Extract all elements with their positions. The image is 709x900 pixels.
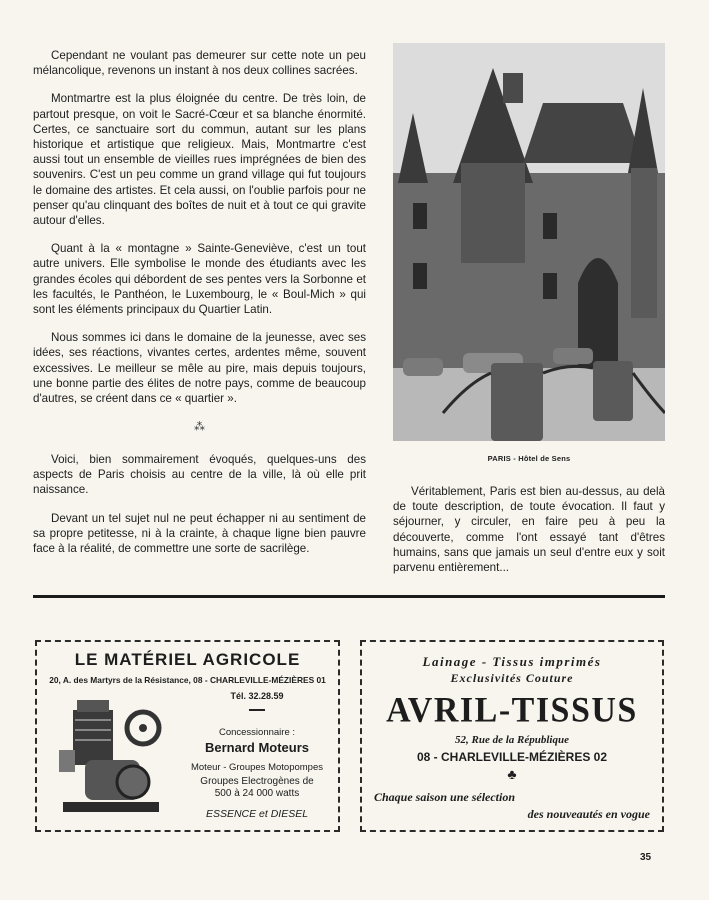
paragraph: Montmartre est la plus éloignée du centre. De très loin, de partout presque, on voit le Sacré-Cœur et sa blanche énormité. Certes, ce sanctuaire sort du commun, autant sur les plans historique et artistique que religieux. Mais, Montmartre c'est aussi tout un ensemble de vieilles rues imprégnées de bien des souvenirs. C'est un peu comme un grand village qui fut toujours le domaine des artistes. Et cela aussi, on l'oublie parfois pour ne penser qu'au clinquant des boîtes de nuit et à tout ce qui gravite autour d'elles. — [33, 92, 366, 228]
right-column — [393, 484, 665, 588]
paragraph: Cependant ne voulant pas demeurer sur cette note un peu mélancolique, revenons un instant à nos deux collines sacrées. — [33, 49, 366, 78]
ad-slogan-line-1: Chaque saison une sélection — [374, 790, 516, 804]
ad-avril-tissus — [360, 640, 664, 832]
ad-generators — [167, 776, 347, 800]
ad-street-address: 52, Rue de la République — [455, 734, 569, 746]
paragraph: Devant un tel sujet nul ne peut échapper ni au sentiment de sa propre petitesse, ni à la crainte, à chaque ligne bien pauvre face à la réalité, de commettre une sorte de sacrilège. — [33, 511, 366, 556]
paragraph: Nous sommes ici dans le domaine de la jeunesse, avec ses idées, ses réactions, vivantes certes, ardentes même, souvent excessives. Le meilleur se mêle au pire, mais depuis toujours, une bonne partie des élites de notre pays, comme de beaucoup d'autres, se créent dans ce « quartier ». — [33, 331, 366, 406]
left-column-bottom — [33, 452, 366, 569]
ad-fabrics-line: Lainage - Tissus imprimés — [422, 654, 602, 669]
section-divider — [33, 595, 665, 598]
ad-slogan-line-2: des nouveautés en vogue — [527, 807, 650, 821]
ad-fuel-types: ESSENCE et DIESEL — [205, 808, 309, 820]
ad-company-name: Bernard Moteurs — [204, 740, 310, 755]
photo-caption: PARIS - Hôtel de Sens — [487, 454, 571, 463]
ad-exclusivites-line: Exclusivités Couture — [450, 671, 574, 685]
ad-materiel-agricole — [35, 640, 340, 832]
hotel-de-sens-photo — [393, 43, 665, 441]
ad-generators-line: Groupes Electrogènes de — [200, 776, 314, 787]
section-ornament: ⁂ — [194, 421, 205, 434]
page-number: 35 — [640, 852, 652, 863]
engine-icon — [55, 690, 167, 822]
ad-concessionnaire-label: Concessionnaire : — [218, 727, 296, 738]
paragraph: Véritablement, Paris est bien au-dessus, au delà de toute description, de toute évocation. Il faut y séjourner, y circuler, en faire peu à peu la découverte, comme l'ont essayé tant d'êtres humains, sans que jamais un seul d'entre eux y soit parvenu entièrement... — [393, 485, 665, 575]
paragraph: Voici, bien sommairement évoqués, quelques-uns des aspects de Paris choisis au centre de la ville, là où elle prit naissance. — [33, 453, 366, 497]
ad-separator — [249, 709, 265, 711]
ad-brand-name: AVRIL-TISSUS — [386, 691, 638, 730]
ad-telephone: Tél. 32.28.59 — [230, 691, 284, 701]
ad-city: 08 - CHARLEVILLE-MÉZIÈRES 02 — [416, 750, 608, 764]
ad-generators-range: 500 à 24 000 watts — [214, 788, 300, 799]
left-column — [33, 48, 366, 449]
ad-products: Moteur - Groupes Motopompes — [190, 762, 323, 773]
paragraph: Quant à la « montagne » Sainte-Geneviève, c'est un tout autre univers. Elle symbolise le monde des étudiants avec les grandes écoles qui débordent de ses pentes vers la Sorbonne et les facultés, le Panthéon, le Luxembourg, le « Boul-Mich » qui sont les éléments principaux du Quartier Latin. — [33, 242, 366, 317]
club-ornament-icon: ♣ — [507, 766, 517, 782]
ad-title: LE MATÉRIEL AGRICOLE — [74, 650, 301, 669]
ad-address: 20, A. des Martyrs de la Résistance, 08 - CHARLEVILLE-MÉZIÈRES 01 — [49, 675, 326, 685]
building-illustration — [393, 43, 665, 441]
